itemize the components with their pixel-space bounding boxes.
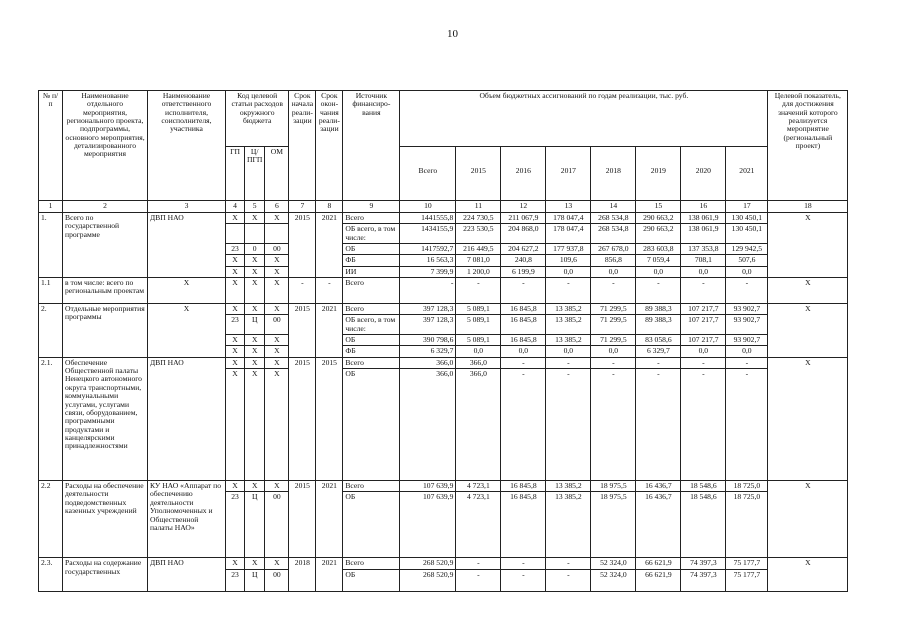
source-cell: ОБ: [343, 569, 400, 591]
year-value-cell: 0,0: [501, 346, 546, 357]
total-value-cell: 7 399,9: [400, 266, 456, 277]
source-cell: Всего: [343, 558, 400, 569]
year-value-cell: -: [681, 357, 726, 368]
year-value-cell: 138 061,9: [681, 213, 726, 224]
year-value-cell: 178 047,4: [546, 224, 591, 244]
year-value-cell: -: [546, 369, 591, 481]
col-gp-header: ГП: [226, 147, 245, 201]
year-value-cell: -: [726, 278, 768, 304]
total-value-cell: 268 520,9: [400, 558, 456, 569]
col-number: 16: [681, 201, 726, 213]
year-value-cell: 137 353,8: [681, 244, 726, 255]
year-value-cell: -: [501, 278, 546, 304]
kcs-gp-cell: Х: [226, 558, 245, 569]
source-cell: ИИ: [343, 266, 400, 277]
year-value-cell: 0,0: [591, 346, 636, 357]
kcs-om-cell: Х: [265, 213, 289, 224]
year-value-cell: 5 089,1: [456, 304, 501, 315]
col-number: 8: [316, 201, 343, 213]
row-name: в том числе: всего по региональным проектам: [63, 278, 148, 304]
total-value-cell: 1441555,8: [400, 213, 456, 224]
kcs-cpgp-cell: Х: [245, 266, 265, 277]
source-cell: ОБ всего, в том числе:: [343, 224, 400, 244]
year-value-cell: -: [456, 278, 501, 304]
row-number: 2.3.: [39, 558, 63, 591]
row-name: Обеспечение Общественной палаты Ненецкого автономного округа транспортными, коммунальными услугами, услугами связи, оборудованием, программными продуктами и канцелярскими принадлежностями: [63, 357, 148, 480]
year-value-cell: 0,0: [591, 266, 636, 277]
year-value-cell: 0,0: [546, 266, 591, 277]
col-number: 15: [636, 201, 681, 213]
year-value-cell: -: [636, 369, 681, 481]
row-number: 2.1.: [39, 357, 63, 480]
kcs-om-cell: Х: [265, 278, 289, 304]
kcs-cpgp-cell: Х: [245, 558, 265, 569]
year-value-cell: 52 324,0: [591, 558, 636, 569]
year-value-cell: -: [546, 558, 591, 569]
table-row: [39, 278, 848, 304]
year-value-cell: 18 548,6: [681, 492, 726, 558]
target-cell: Х: [768, 357, 848, 480]
col-year-header: 2021: [726, 147, 768, 201]
page-number: 10: [447, 28, 458, 40]
year-value-cell: 0,0: [726, 346, 768, 357]
col-exec-header: Наименование ответственного исполнителя, соисполнителя, участника: [148, 91, 226, 201]
year-value-cell: 130 450,1: [726, 213, 768, 224]
year-value-cell: -: [501, 569, 546, 591]
col-number: 13: [546, 201, 591, 213]
kcs-om-cell: Х: [265, 266, 289, 277]
year-value-cell: 75 177,7: [726, 569, 768, 591]
year-value-cell: 13 385,2: [546, 304, 591, 315]
year-value-cell: 507,6: [726, 255, 768, 266]
col-number: 12: [501, 201, 546, 213]
kcs-cpgp-cell: Х: [245, 255, 265, 266]
year-value-cell: 16 845,8: [501, 481, 546, 492]
target-cell: Х: [768, 213, 848, 278]
start-year-cell: 2015: [289, 357, 316, 480]
kcs-om-cell: Х: [265, 481, 289, 492]
kcs-om-cell: 00: [265, 244, 289, 255]
year-value-cell: -: [501, 369, 546, 481]
kcs-cpgp-cell: Ц: [245, 315, 265, 335]
col-kcs-header: Код целевой статьи расходов окружного бюджета: [226, 91, 289, 147]
start-year-cell: 2015: [289, 481, 316, 558]
year-value-cell: 16 436,7: [636, 492, 681, 558]
source-cell: ОБ: [343, 369, 400, 481]
year-value-cell: 18 725,0: [726, 492, 768, 558]
year-value-cell: 16 436,7: [636, 481, 681, 492]
kcs-gp-cell: Х: [226, 213, 245, 224]
year-value-cell: 89 388,3: [636, 315, 681, 335]
year-value-cell: 93 902,7: [726, 315, 768, 335]
kcs-gp-cell: Х: [226, 266, 245, 277]
year-value-cell: 211 067,9: [501, 213, 546, 224]
row-number: 1.: [39, 213, 63, 278]
source-cell: Всего: [343, 304, 400, 315]
kcs-gp-cell: Х: [226, 255, 245, 266]
year-value-cell: -: [636, 278, 681, 304]
year-value-cell: -: [591, 278, 636, 304]
kcs-cpgp-cell: Х: [245, 304, 265, 315]
year-value-cell: 204 627,2: [501, 244, 546, 255]
year-value-cell: -: [591, 369, 636, 481]
year-value-cell: 107 217,7: [681, 315, 726, 335]
end-year-cell: 2021: [316, 481, 343, 558]
start-year-cell: 2018: [289, 558, 316, 591]
year-value-cell: 16 845,8: [501, 304, 546, 315]
total-value-cell: 268 520,9: [400, 569, 456, 591]
year-value-cell: 7 059,4: [636, 255, 681, 266]
year-value-cell: 4 723,1: [456, 492, 501, 558]
kcs-cpgp-cell: Х: [245, 278, 265, 304]
year-value-cell: 129 942,5: [726, 244, 768, 255]
kcs-cpgp-cell: Х: [245, 369, 265, 481]
col-cpgp-header: Ц/ПГП: [245, 147, 265, 201]
col-number: 4: [226, 201, 245, 213]
row-executor: ДВП НАО: [148, 558, 226, 591]
year-value-cell: 268 534,8: [591, 213, 636, 224]
year-value-cell: 5 089,1: [456, 335, 501, 346]
year-value-cell: -: [546, 357, 591, 368]
target-cell: Х: [768, 278, 848, 304]
kcs-cpgp-cell: [245, 224, 265, 244]
year-value-cell: -: [726, 369, 768, 481]
year-value-cell: 708,1: [681, 255, 726, 266]
year-value-cell: 0,0: [636, 266, 681, 277]
col-number: 17: [726, 201, 768, 213]
year-value-cell: 7 081,0: [456, 255, 501, 266]
kcs-gp-cell: 23: [226, 315, 245, 335]
kcs-om-cell: Х: [265, 255, 289, 266]
col-year-header: 2015: [456, 147, 501, 201]
year-value-cell: 74 397,3: [681, 558, 726, 569]
year-value-cell: 52 324,0: [591, 569, 636, 591]
start-year-cell: 2015: [289, 213, 316, 278]
end-year-cell: 2021: [316, 558, 343, 591]
year-value-cell: 267 678,0: [591, 244, 636, 255]
table-row: [39, 481, 848, 492]
col-number: 1: [39, 201, 63, 213]
col-year-header: 2016: [501, 147, 546, 201]
source-cell: Всего: [343, 357, 400, 368]
col-year-header: 2020: [681, 147, 726, 201]
row-executor: ДВП НАО: [148, 357, 226, 480]
year-value-cell: 75 177,7: [726, 558, 768, 569]
target-cell: Х: [768, 304, 848, 358]
row-name: Расходы на содержание государственных: [63, 558, 148, 591]
row-number: 1.1: [39, 278, 63, 304]
col-year-header: 2017: [546, 147, 591, 201]
year-value-cell: -: [456, 569, 501, 591]
year-value-cell: -: [501, 357, 546, 368]
row-name: Всего по государственной программе: [63, 213, 148, 278]
start-year-cell: -: [289, 278, 316, 304]
source-cell: ФБ: [343, 346, 400, 357]
year-value-cell: 0,0: [681, 346, 726, 357]
year-value-cell: 16 845,8: [501, 335, 546, 346]
year-value-cell: 366,0: [456, 369, 501, 481]
row-executor: Х: [148, 278, 226, 304]
year-value-cell: 283 603,8: [636, 244, 681, 255]
kcs-gp-cell: 23: [226, 244, 245, 255]
year-value-cell: -: [546, 569, 591, 591]
total-value-cell: 366,0: [400, 369, 456, 481]
year-value-cell: 66 621,9: [636, 569, 681, 591]
total-value-cell: 397 128,3: [400, 304, 456, 315]
year-value-cell: 0,0: [726, 266, 768, 277]
kcs-gp-cell: Х: [226, 481, 245, 492]
kcs-gp-cell: 23: [226, 492, 245, 558]
row-name: Расходы на обеспечение деятельности подведомственных казенных учреждений: [63, 481, 148, 558]
col-number: 6: [265, 201, 289, 213]
year-value-cell: 13 385,2: [546, 335, 591, 346]
total-value-cell: 107 639,9: [400, 492, 456, 558]
col-source-header: Источник финансиро-вания: [343, 91, 400, 201]
year-value-cell: 223 530,5: [456, 224, 501, 244]
year-value-cell: 16 845,8: [501, 315, 546, 335]
total-value-cell: 6 329,7: [400, 346, 456, 357]
year-value-cell: 0,0: [546, 346, 591, 357]
year-value-cell: -: [726, 357, 768, 368]
year-value-cell: 290 663,2: [636, 224, 681, 244]
kcs-om-cell: Х: [265, 357, 289, 368]
year-value-cell: 18 975,5: [591, 492, 636, 558]
total-value-cell: 1434155,9: [400, 224, 456, 244]
year-value-cell: 71 299,5: [591, 315, 636, 335]
kcs-cpgp-cell: Х: [245, 357, 265, 368]
col-budget-header: Объем бюджетных ассигнований по годам реализации, тыс. руб.: [400, 91, 768, 147]
col-number: 14: [591, 201, 636, 213]
kcs-om-cell: 00: [265, 315, 289, 335]
kcs-gp-cell: Х: [226, 346, 245, 357]
year-value-cell: 107 217,7: [681, 304, 726, 315]
col-number: 5: [245, 201, 265, 213]
year-value-cell: 6 329,7: [636, 346, 681, 357]
year-value-cell: -: [546, 278, 591, 304]
col-number: 10: [400, 201, 456, 213]
target-cell: Х: [768, 558, 848, 591]
year-value-cell: 0,0: [456, 346, 501, 357]
row-number: 2.2: [39, 481, 63, 558]
year-value-cell: 1 200,0: [456, 266, 501, 277]
year-value-cell: 240,8: [501, 255, 546, 266]
year-value-cell: 93 902,7: [726, 304, 768, 315]
end-year-cell: 2021: [316, 213, 343, 278]
row-number: 2.: [39, 304, 63, 358]
total-value-cell: -: [400, 278, 456, 304]
target-cell: Х: [768, 481, 848, 558]
year-value-cell: 83 058,6: [636, 335, 681, 346]
total-value-cell: 16 563,3: [400, 255, 456, 266]
kcs-gp-cell: Х: [226, 335, 245, 346]
kcs-cpgp-cell: Ц: [245, 569, 265, 591]
kcs-cpgp-cell: Х: [245, 481, 265, 492]
year-value-cell: 18 975,5: [591, 481, 636, 492]
source-cell: Всего: [343, 213, 400, 224]
source-cell: ОБ всего, в том числе:: [343, 315, 400, 335]
year-value-cell: 856,8: [591, 255, 636, 266]
total-value-cell: 390 798,6: [400, 335, 456, 346]
budget-table: [38, 90, 848, 592]
source-cell: Всего: [343, 278, 400, 304]
kcs-gp-cell: Х: [226, 369, 245, 481]
col-om-header: ОМ: [265, 147, 289, 201]
total-value-cell: 397 128,3: [400, 315, 456, 335]
year-value-cell: -: [591, 357, 636, 368]
col-total-header: Всего: [400, 147, 456, 201]
kcs-gp-cell: [226, 224, 245, 244]
year-value-cell: 66 621,9: [636, 558, 681, 569]
col-end-header: Срок окон-чания реали-зации: [316, 91, 343, 201]
row-name: Отдельные мероприятия программы: [63, 304, 148, 358]
year-value-cell: 204 868,0: [501, 224, 546, 244]
year-value-cell: 0,0: [681, 266, 726, 277]
kcs-om-cell: Х: [265, 335, 289, 346]
year-value-cell: 13 385,2: [546, 315, 591, 335]
col-name-header: Наименование отдельного мероприятия, регионального проекта, подпрограммы, основного мероприятия, детализированного мероприятия: [63, 91, 148, 201]
year-value-cell: 71 299,5: [591, 304, 636, 315]
column-number-row: [39, 201, 848, 213]
year-value-cell: 178 047,4: [546, 213, 591, 224]
col-year-header: 2018: [591, 147, 636, 201]
col-number: 18: [768, 201, 848, 213]
kcs-om-cell: Х: [265, 346, 289, 357]
kcs-cpgp-cell: 0: [245, 244, 265, 255]
source-cell: Всего: [343, 481, 400, 492]
kcs-om-cell: [265, 224, 289, 244]
col-number: 7: [289, 201, 316, 213]
col-number: 9: [343, 201, 400, 213]
year-value-cell: 5 089,1: [456, 315, 501, 335]
year-value-cell: 18 725,0: [726, 481, 768, 492]
year-value-cell: 224 730,5: [456, 213, 501, 224]
year-value-cell: 71 299,5: [591, 335, 636, 346]
year-value-cell: 16 845,8: [501, 492, 546, 558]
kcs-gp-cell: 23: [226, 569, 245, 591]
year-value-cell: 93 902,7: [726, 335, 768, 346]
year-value-cell: 74 397,3: [681, 569, 726, 591]
year-value-cell: -: [501, 558, 546, 569]
year-value-cell: 89 388,3: [636, 304, 681, 315]
kcs-om-cell: Х: [265, 369, 289, 481]
year-value-cell: -: [681, 278, 726, 304]
total-value-cell: 366,0: [400, 357, 456, 368]
year-value-cell: 130 450,1: [726, 224, 768, 244]
year-value-cell: 13 385,2: [546, 481, 591, 492]
kcs-om-cell: Х: [265, 304, 289, 315]
year-value-cell: 18 548,6: [681, 481, 726, 492]
end-year-cell: 2021: [316, 304, 343, 358]
col-year-header: 2019: [636, 147, 681, 201]
end-year-cell: 2015: [316, 357, 343, 480]
source-cell: ОБ: [343, 492, 400, 558]
kcs-om-cell: Х: [265, 558, 289, 569]
table-row: [39, 213, 848, 224]
year-value-cell: -: [636, 357, 681, 368]
col-number: 3: [148, 201, 226, 213]
start-year-cell: 2015: [289, 304, 316, 358]
col-number: 11: [456, 201, 501, 213]
year-value-cell: 268 534,8: [591, 224, 636, 244]
row-executor: ДВП НАО: [148, 213, 226, 278]
header-row: [39, 91, 848, 147]
kcs-cpgp-cell: Х: [245, 346, 265, 357]
kcs-cpgp-cell: Х: [245, 213, 265, 224]
row-executor: КУ НАО «Аппарат по обеспечению деятельности Уполномоченных и Общественной палаты НАО»: [148, 481, 226, 558]
col-target-header: Целевой показатель, для достижения значений которого реализуется мероприятие (региональный проект): [768, 91, 848, 201]
col-num-header: № п/п: [39, 91, 63, 201]
col-start-header: Срок начала реали-зации: [289, 91, 316, 201]
year-value-cell: 177 937,8: [546, 244, 591, 255]
year-value-cell: 216 449,5: [456, 244, 501, 255]
kcs-cpgp-cell: Х: [245, 335, 265, 346]
year-value-cell: 13 385,2: [546, 492, 591, 558]
year-value-cell: 290 663,2: [636, 213, 681, 224]
source-cell: ОБ: [343, 244, 400, 255]
kcs-gp-cell: Х: [226, 278, 245, 304]
row-executor: Х: [148, 304, 226, 358]
year-value-cell: 138 061,9: [681, 224, 726, 244]
table-row: [39, 357, 848, 368]
end-year-cell: -: [316, 278, 343, 304]
year-value-cell: -: [681, 369, 726, 481]
source-cell: ФБ: [343, 255, 400, 266]
year-value-cell: -: [456, 558, 501, 569]
total-value-cell: 1417592,7: [400, 244, 456, 255]
year-value-cell: 6 199,9: [501, 266, 546, 277]
kcs-om-cell: 00: [265, 569, 289, 591]
kcs-gp-cell: Х: [226, 304, 245, 315]
source-cell: ОБ: [343, 335, 400, 346]
year-value-cell: 4 723,1: [456, 481, 501, 492]
col-number: 2: [63, 201, 148, 213]
kcs-cpgp-cell: Ц: [245, 492, 265, 558]
table-row: [39, 558, 848, 569]
total-value-cell: 107 639,9: [400, 481, 456, 492]
kcs-gp-cell: Х: [226, 357, 245, 368]
table-row: [39, 304, 848, 315]
kcs-om-cell: 00: [265, 492, 289, 558]
year-value-cell: 107 217,7: [681, 335, 726, 346]
year-value-cell: 366,0: [456, 357, 501, 368]
year-value-cell: 109,6: [546, 255, 591, 266]
